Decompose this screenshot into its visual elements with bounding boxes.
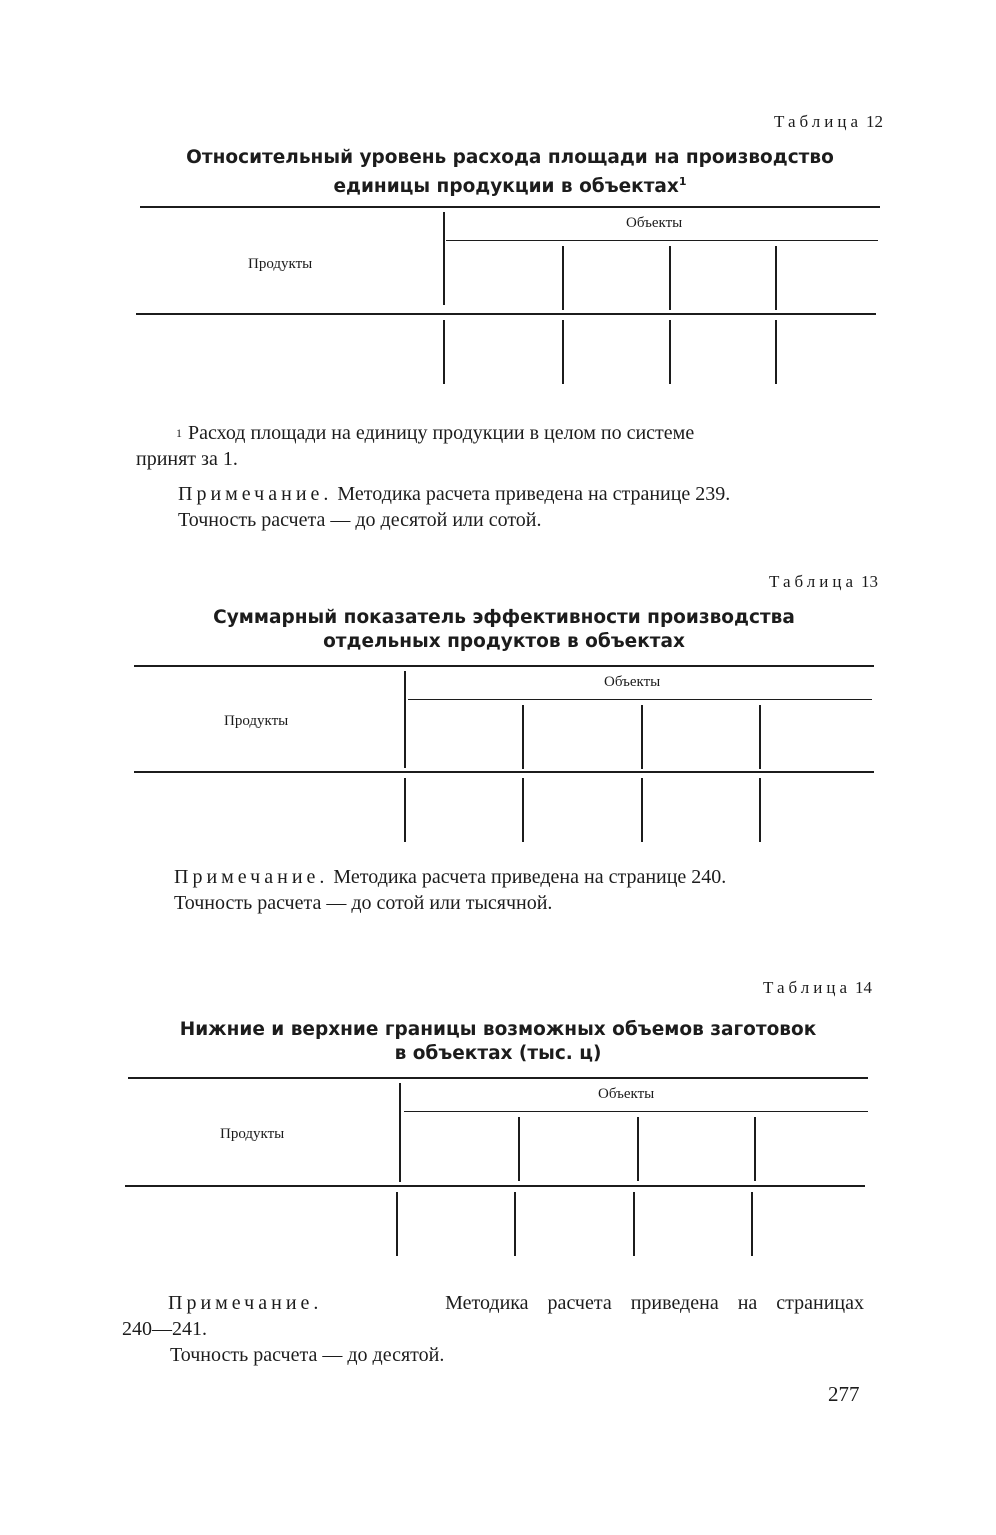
title-line-1: Суммарный показатель эффективности производства bbox=[213, 607, 795, 628]
column-divider bbox=[754, 1117, 756, 1181]
objects-underline bbox=[446, 240, 878, 241]
table-13-label bbox=[769, 572, 878, 592]
table-13-note bbox=[174, 864, 726, 916]
table-label-word: Таблица bbox=[763, 978, 851, 997]
note-line-1: Методика расчета приведена на странице 239. bbox=[337, 483, 731, 505]
column-header-objects: Объекты bbox=[604, 674, 661, 690]
body-column-divider bbox=[751, 1192, 753, 1256]
table-12-footnote bbox=[136, 420, 876, 472]
note-label: Примечание. bbox=[168, 1292, 323, 1314]
column-divider bbox=[775, 246, 777, 310]
stub-divider bbox=[443, 212, 445, 305]
page-number: 277 bbox=[828, 1382, 860, 1406]
note-line-1: Методика расчета приведена на странице 240. bbox=[333, 866, 727, 888]
table-14-label bbox=[763, 978, 872, 998]
table-top-rule bbox=[128, 1077, 868, 1079]
note-line-2: Точность расчета — до десятой или сотой. bbox=[178, 509, 542, 531]
column-divider bbox=[759, 705, 761, 769]
objects-underline bbox=[408, 699, 872, 700]
table-12-note bbox=[178, 481, 730, 533]
column-divider bbox=[641, 705, 643, 769]
row-header-products: Продукты bbox=[224, 713, 289, 729]
title-line-1: Нижние и верхние границы возможных объемов заготовок bbox=[179, 1019, 817, 1040]
body-stub-divider bbox=[396, 1192, 398, 1256]
title-line-2: единицы продукции в объектах$^1$ bbox=[333, 175, 687, 198]
stub-divider bbox=[404, 671, 406, 768]
column-divider bbox=[637, 1117, 639, 1181]
body-column-divider bbox=[775, 320, 777, 384]
body-column-divider bbox=[514, 1192, 516, 1256]
note-label: Примечание. bbox=[174, 866, 329, 888]
title-line-2: отдельных продуктов в объектах bbox=[323, 631, 685, 652]
title-line-1: Относительный уровень расхода площади на производство bbox=[186, 147, 834, 168]
footnote-mark: 1 bbox=[176, 426, 182, 440]
body-column-divider bbox=[669, 320, 671, 384]
table-number: 12 bbox=[866, 112, 883, 131]
header-bottom-rule bbox=[136, 313, 876, 315]
note-line-2: Точность расчета — до сотой или тысячной. bbox=[174, 892, 553, 914]
table-12-title bbox=[140, 146, 880, 199]
row-header-products: Продукты bbox=[248, 256, 313, 272]
table-12-label bbox=[774, 112, 883, 132]
table-13-title bbox=[134, 606, 874, 654]
column-divider bbox=[522, 705, 524, 769]
body-stub-divider bbox=[443, 320, 445, 384]
table-label-word: Таблица bbox=[769, 572, 857, 591]
row-header-products: Продукты bbox=[220, 1126, 285, 1142]
table-number: 14 bbox=[855, 978, 872, 997]
table-top-rule bbox=[134, 665, 874, 667]
table-14-title bbox=[128, 1018, 868, 1066]
table-14-note bbox=[122, 1290, 864, 1368]
table-number: 13 bbox=[861, 572, 878, 591]
body-column-divider bbox=[633, 1192, 635, 1256]
column-divider bbox=[669, 246, 671, 310]
body-column-divider bbox=[562, 320, 564, 384]
note-line-2: 240—241. bbox=[122, 1318, 207, 1340]
body-stub-divider bbox=[404, 778, 406, 842]
note-line-3: Точность расчета — до десятой. bbox=[170, 1344, 445, 1366]
note-label: Примечание. bbox=[178, 483, 333, 505]
footnote-line-2: принят за 1. bbox=[136, 448, 238, 470]
note-line-1: Методика расчета приведена на страницах bbox=[445, 1292, 864, 1314]
objects-underline bbox=[404, 1111, 868, 1112]
table-top-rule bbox=[140, 206, 880, 208]
body-column-divider bbox=[641, 778, 643, 842]
column-divider bbox=[562, 246, 564, 310]
footnote-line-1: Расход площади на единицу продукции в целом по системе bbox=[188, 422, 695, 444]
header-bottom-rule bbox=[134, 771, 874, 773]
column-header-objects: Объекты bbox=[598, 1086, 655, 1102]
table-label-word: Таблица bbox=[774, 112, 862, 131]
header-bottom-rule bbox=[125, 1185, 865, 1187]
column-header-objects: Объекты bbox=[626, 215, 683, 231]
body-column-divider bbox=[522, 778, 524, 842]
title-line-2: в объектах (тыс. ц) bbox=[394, 1043, 602, 1064]
footnote-ref: 1 bbox=[678, 175, 687, 188]
column-divider bbox=[518, 1117, 520, 1181]
body-column-divider bbox=[759, 778, 761, 842]
stub-divider bbox=[399, 1083, 401, 1182]
